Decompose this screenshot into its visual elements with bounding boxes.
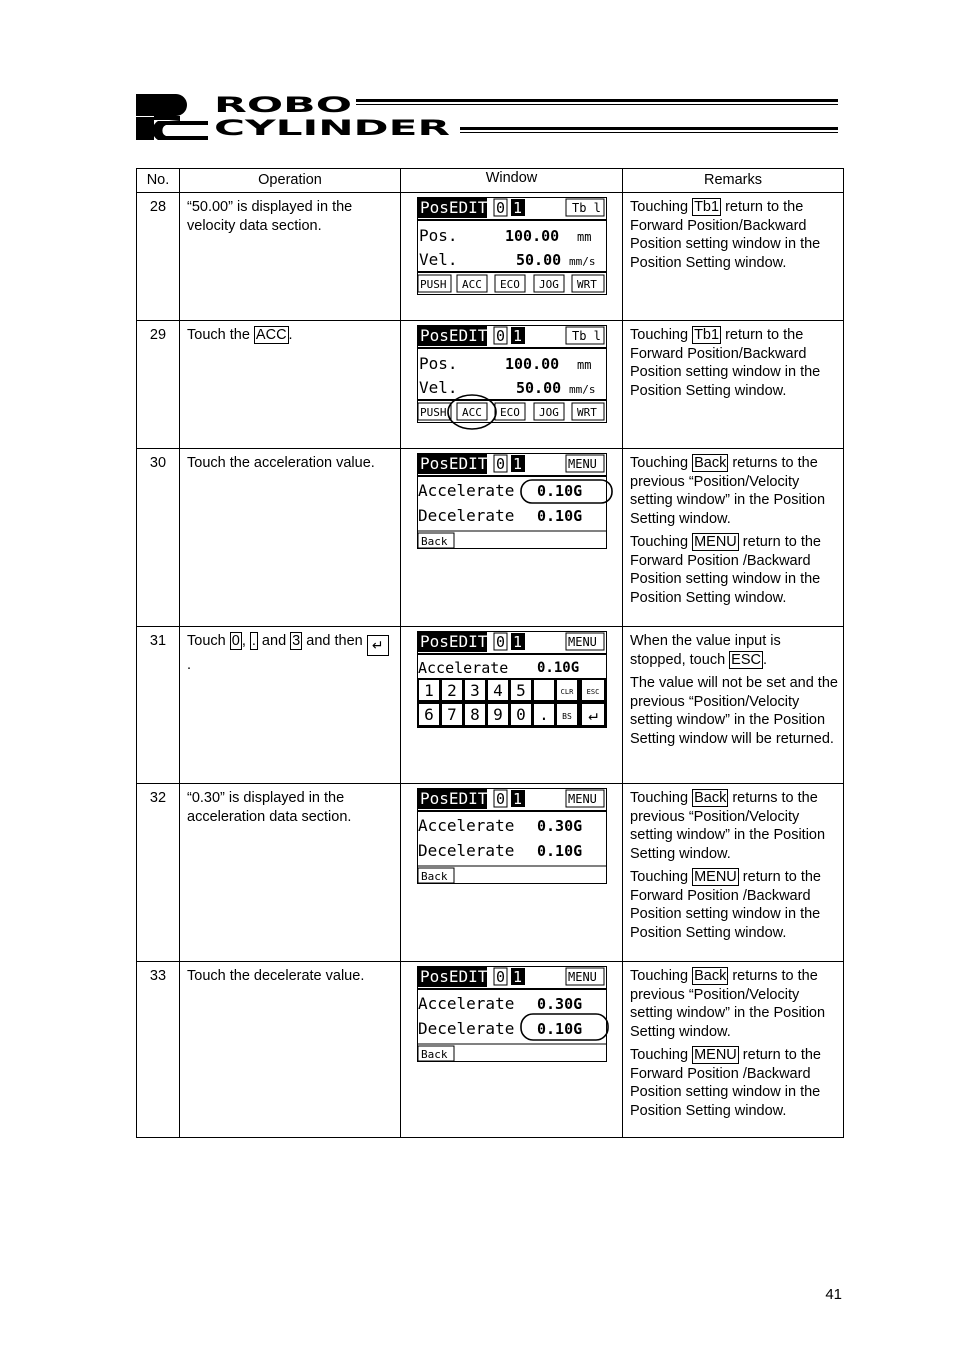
table-row [137, 627, 844, 784]
robo-cylinder-logo [136, 92, 841, 142]
table-row [137, 784, 844, 962]
lcd-screen [417, 788, 607, 886]
lcd-line2-value: 0.10G [537, 842, 583, 860]
lcd-digit: 0 [496, 790, 506, 808]
remark-text: Touching MENU return to the Forward Position /Backward Position setting window in the Position Setting window. [630, 534, 821, 606]
keypad-enter-key: ↵ [588, 705, 598, 724]
back-key: Back [694, 455, 727, 471]
lcd-wrt-button: WRT [577, 406, 597, 419]
tb1-key: Tb1 [694, 327, 720, 343]
lcd-digit: 1 [513, 633, 523, 651]
lcd-title: PosEDIT [420, 967, 488, 986]
window-cell [401, 962, 623, 1138]
lcd-line2-label: Vel. [419, 250, 458, 269]
keypad-key: 8 [470, 705, 480, 724]
lcd-digit: 0 [496, 633, 506, 651]
menu-key: MENU [694, 1047, 737, 1063]
esc-key: ESC [731, 651, 761, 668]
remark-text: When the value input is stopped, touch ESC . [630, 633, 781, 668]
lcd-line1-label: Accelerate [418, 816, 515, 835]
header-operation: Operation [180, 169, 401, 193]
lcd-screen [417, 966, 617, 1064]
operation-text: Touch 0 , . and 3 and then ↵ . [180, 627, 401, 784]
remarks-cell [623, 449, 844, 627]
remark-text: Touching Tb1 return to the Forward Position/Backward Position setting window in the Position Setting window. [630, 327, 821, 399]
lcd-jog-button: JOG [539, 278, 559, 291]
lcd-line2-label: Decelerate [418, 841, 515, 860]
lcd-line1-unit: mm [577, 358, 592, 372]
key-0: 0 [231, 633, 240, 649]
lcd-tbl-button: Tb l [572, 329, 601, 343]
window-cell [401, 193, 623, 321]
lcd-acc-button: ACC [462, 278, 482, 291]
table-row [137, 962, 844, 1138]
logo-line1: ROBO [214, 93, 352, 117]
lcd-line2-value: 50.00 [516, 379, 562, 397]
lcd-line2-unit: mm/s [569, 383, 596, 396]
lcd-digit: 0 [496, 968, 506, 986]
lcd-back-button: Back [421, 1048, 448, 1061]
key-dot: . [251, 633, 256, 649]
lcd-line2-unit: mm/s [569, 255, 596, 268]
lcd-title: PosEDIT [420, 454, 488, 473]
lcd-line1-label: Pos. [419, 354, 458, 373]
operation-text: Touch the acceleration value. [180, 449, 401, 627]
keypad-clr-key: CLR [560, 688, 574, 696]
keypad-key: 7 [447, 705, 457, 724]
lcd-digit: 1 [513, 455, 523, 473]
table-row [137, 193, 844, 321]
remarks-cell [623, 962, 844, 1138]
lcd-digit: 0 [496, 327, 506, 345]
enter-key-icon: ↵ [367, 635, 389, 656]
keypad-key: 4 [493, 681, 503, 700]
window-cell [401, 321, 623, 449]
table-row [137, 321, 844, 449]
lcd-line2-label: Vel. [419, 378, 458, 397]
menu-key: MENU [694, 869, 737, 885]
remark-text: Touching Back returns to the previous “Position/Velocity setting window” in the Position Setting window. [630, 968, 826, 1040]
lcd-tbl-button: Tb l [572, 201, 601, 215]
lcd-back-button: Back [421, 535, 448, 548]
lcd-line2-label: Decelerate [418, 506, 515, 525]
back-key: Back [694, 790, 727, 806]
lcd-eco-button: ECO [500, 278, 520, 291]
operation-text: “0.30” is displayed in the acceleration data section. [180, 784, 401, 962]
keypad-key: 5 [516, 681, 526, 700]
header-window: Window [401, 169, 623, 193]
lcd-screen [417, 453, 617, 551]
lcd-line2-value: 0.10G [537, 1020, 583, 1038]
lcd-push-button: PUSH [420, 278, 447, 291]
row-number: 28 [137, 193, 180, 321]
lcd-line1-label: Accelerate [418, 659, 509, 677]
lcd-title: PosEDIT [420, 632, 488, 651]
keypad-esc-key: ESC [586, 688, 600, 696]
lcd-digit: 1 [513, 790, 523, 808]
lcd-screen [417, 197, 607, 295]
window-cell [401, 627, 623, 784]
table-header-row [137, 169, 844, 193]
table-row [137, 449, 844, 627]
lcd-digit: 1 [513, 199, 523, 217]
operation-text: Touch the decelerate value. [180, 962, 401, 1138]
row-number: 30 [137, 449, 180, 627]
key-3: 3 [292, 633, 301, 649]
lcd-screen [417, 631, 607, 728]
row-number: 33 [137, 962, 180, 1138]
lcd-line1-label: Accelerate [418, 481, 515, 500]
lcd-digit: 1 [513, 327, 523, 345]
lcd-line1-value: 0.30G [537, 995, 583, 1013]
remark-text: Touching MENU return to the Forward Position /Backward Position setting window in the Position Setting window. [630, 1047, 821, 1119]
keypad-bs-key: BS [562, 712, 572, 721]
lcd-push-button: PUSH [420, 406, 447, 419]
lcd-line1-label: Accelerate [418, 994, 515, 1013]
lcd-menu-button: MENU [568, 970, 597, 984]
keypad-key: 9 [493, 705, 503, 724]
remark-text: Touching Back returns to the previous “Position/Velocity setting window” in the Position Setting window. [630, 790, 826, 862]
lcd-eco-button: ECO [500, 406, 520, 419]
lcd-line2-value: 0.10G [537, 507, 583, 525]
operation-table [136, 168, 844, 1138]
remarks-cell [623, 321, 844, 449]
lcd-line1-value: 0.10G [537, 482, 583, 500]
header-remarks: Remarks [623, 169, 844, 193]
lcd-jog-button: JOG [539, 406, 559, 419]
lcd-menu-button: MENU [568, 457, 597, 471]
remarks-cell [623, 193, 844, 321]
keypad-key: 0 [516, 705, 526, 724]
acc-key: ACC [255, 327, 287, 343]
tb1-key: Tb1 [694, 199, 720, 215]
row-number: 32 [137, 784, 180, 962]
lcd-line1-label: Pos. [419, 226, 458, 245]
lcd-screen [417, 325, 607, 431]
row-number: 31 [137, 627, 180, 784]
keypad-key: 1 [424, 681, 434, 700]
lcd-back-button: Back [421, 870, 448, 883]
lcd-wrt-button: WRT [577, 278, 597, 291]
remark-text: Touching Tb1 return to the Forward Position/Backward Position setting window in the Position Setting window. [630, 199, 821, 271]
lcd-title: PosEDIT [420, 326, 488, 345]
back-key: Back [694, 968, 727, 984]
operation-text: “50.00” is displayed in the velocity data section. [180, 193, 401, 321]
window-cell [401, 784, 623, 962]
lcd-menu-button: MENU [568, 792, 597, 806]
remarks-cell [623, 627, 844, 784]
lcd-line1-value: 100.00 [505, 355, 560, 373]
operation-text: Touch the ACC . [180, 321, 401, 449]
remarks-cell [623, 784, 844, 962]
lcd-digit: 0 [496, 455, 506, 473]
window-cell [401, 449, 623, 627]
menu-key: MENU [694, 534, 737, 550]
remark-text: Touching MENU return to the Forward Position /Backward Position setting window in the Position Setting window. [630, 869, 821, 941]
remark-text: The value will not be set and the previous “Position/Velocity setting window” in the Position Setting window will be returned. [630, 675, 838, 747]
keypad-key: 6 [424, 705, 434, 724]
row-number: 29 [137, 321, 180, 449]
remark-text: Touching Back returns to the previous “Position/Velocity setting window” in the Position Setting window. [630, 455, 826, 527]
lcd-acc-button: ACC [462, 406, 482, 419]
lcd-digit: 1 [513, 968, 523, 986]
lcd-digit: 0 [496, 199, 506, 217]
lcd-title: PosEDIT [420, 198, 488, 217]
lcd-menu-button: MENU [568, 635, 597, 649]
lcd-line1-value: 100.00 [505, 227, 560, 245]
lcd-line2-label: Decelerate [418, 1019, 515, 1038]
lcd-line1-value: 0.30G [537, 817, 583, 835]
lcd-line2-value: 50.00 [516, 251, 562, 269]
keypad-key: 2 [447, 681, 457, 700]
lcd-line1-value: 0.10G [537, 660, 580, 676]
header-no: No. [137, 169, 180, 193]
keypad-key: 3 [470, 681, 480, 700]
logo-line2: CYLINDER [214, 116, 450, 140]
keypad-key: . [539, 705, 549, 724]
page-number: 41 [825, 1286, 842, 1303]
lcd-line1-unit: mm [577, 230, 592, 244]
lcd-title: PosEDIT [420, 789, 488, 808]
